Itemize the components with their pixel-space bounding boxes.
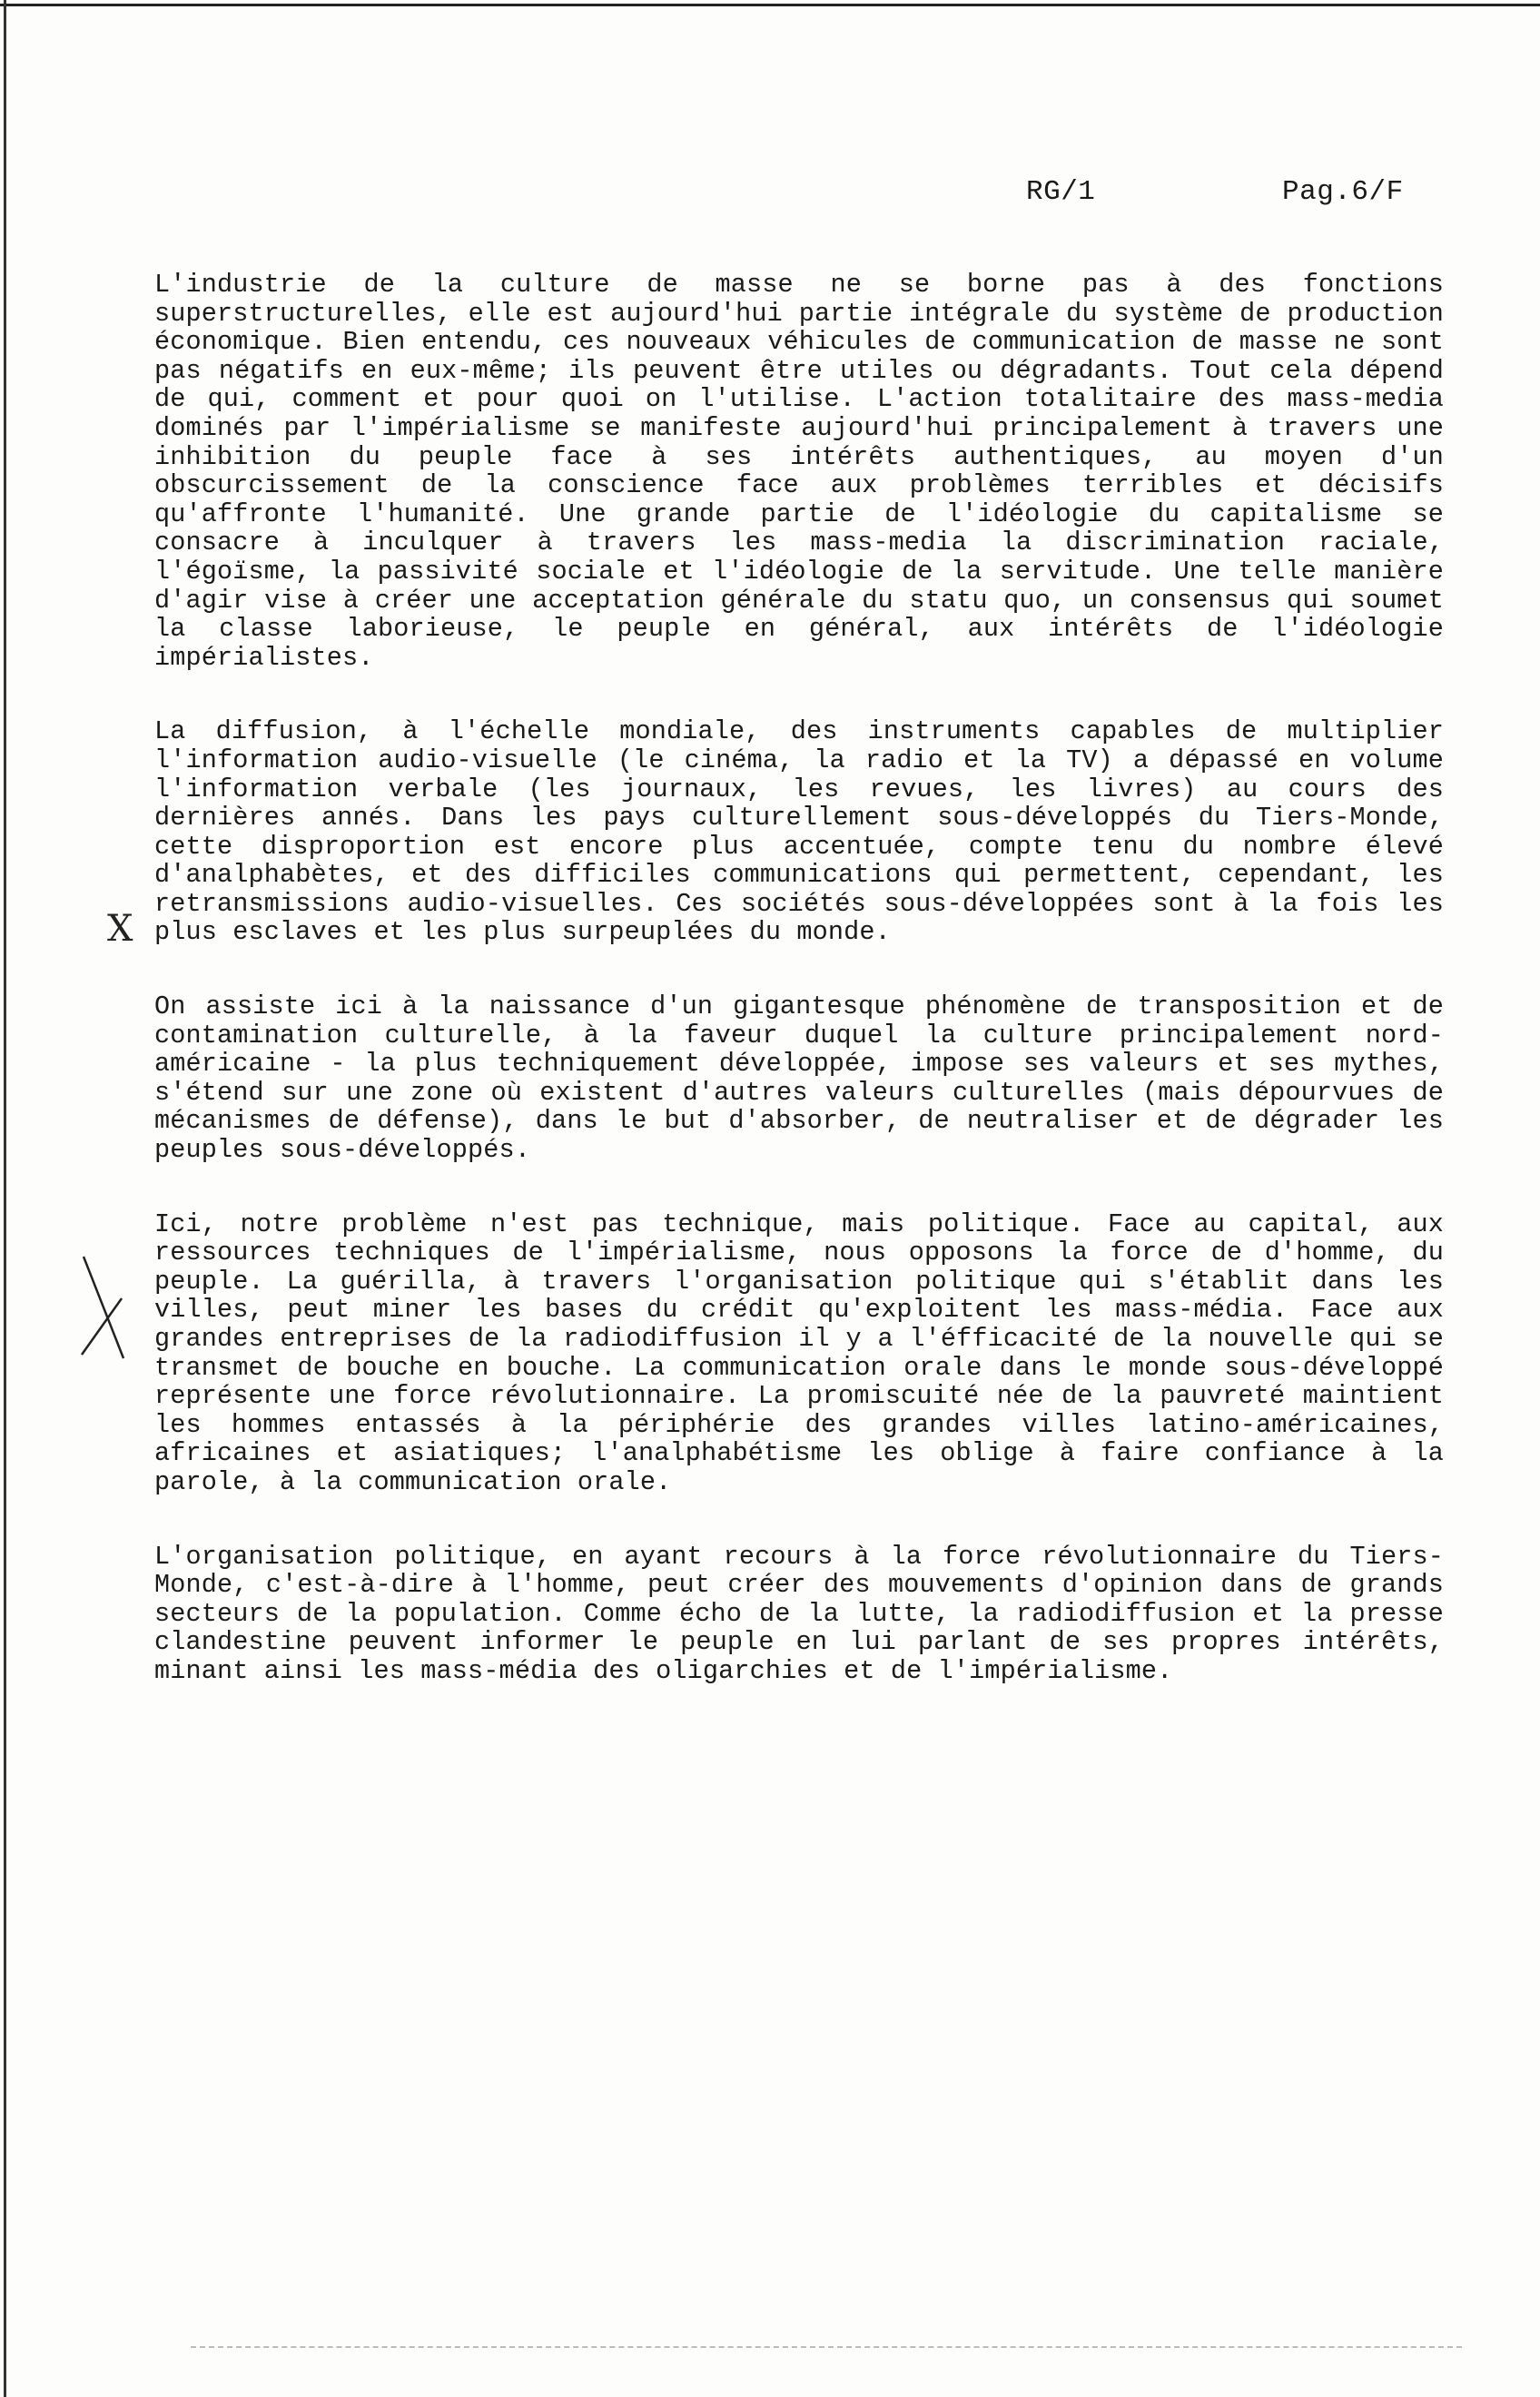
page-number: Pag.6/F (1282, 176, 1404, 208)
margin-cross-mark: X (107, 908, 133, 950)
margin-cross-mark-large (76, 1253, 131, 1362)
paragraph-1: L'industrie de la culture de masse ne se borne pas à des fonctions superstructurelles, elle est aujourd'hui partie intégrale du système de production économique. Bien entendu, ces nouveaux véhicules de communication de masse ne sont pas négatifs en eux-même; ils peuvent être utiles ou dégradants. Tout cela dépend de qui, comment et pour quoi on l'utilise. L'action totalitaire des mass-media dominés par l'impérialisme se manifeste aujourd'hui principalement à travers une inhibition du peuple face à ses intérêts authentiques, au moyen d'un obscurcissement de la conscience face aux problèmes terribles et décisifs qu'affronte l'humanité. Une grande partie de l'idéologie du capitalisme se consacre à inculquer à travers les mass-media la discrimination raciale, l'égoïsme, la passivité sociale et l'idéologie de la servitude. Une telle manière d'agir vise à créer une acceptation générale du statu quo, un consensus qui soumet la classe laborieuse, le peuple en général, aux intérêts de l'idéologie impérialistes. (154, 270, 1444, 673)
body-text (154, 271, 1444, 1731)
paragraph-2: La diffusion, à l'échelle mondiale, des instruments capables de multiplier l'information audio-visuelle (le cinéma, la radio et la TV) a dépassé en volume l'information verbale (les journaux, les revues, les livres) au cours des dernières annés. Dans les pays culturellement sous-développés du Tiers-Monde, cette disproportion est encore plus accentuée, compte tenu du nombre élevé d'analphabètes, et des difficiles communications qui permettent, cependant, les retransmissions audio-visuelles. Ces sociétés sous-développées sont à la fois les plus esclaves et les plus surpeuplées du monde. (154, 716, 1444, 948)
scan-edge-left (4, 0, 6, 2397)
scan-edge-top (0, 4, 1540, 6)
paragraph-5: L'organisation politique, en ayant recours à la force révolutionnaire du Tiers-Monde, c'est-à-dire à l'homme, peut créer des mouvements d'opinion dans de grands secteurs de la population. Comme écho de la lutte, la radiodiffusion et la presse clandestine peuvent informer le peuple en lui parlant de ses propres intérêts, minant ainsi les mass-média des oligarchies et de l'impérialisme. (154, 1541, 1444, 1686)
paragraph-4: Ici, notre problème n'est pas technique, mais politique. Face au capital, aux ressources techniques de l'impérialisme, nous opposons la force de d'homme, du peuple. La guérilla, à travers l'organisation politique qui s'établit dans les villes, peut miner les bases du crédit qu'exploitent les mass-média. Face aux grandes entreprises de la radiodiffusion il y a l'éfficacité de la nouvelle qui se transmet de bouche en bouche. La communication orale dans le monde sous-développé représente une force révolutionnaire. La promiscuité née de la pauvreté maintient les hommes entassés à la périphérie des grandes villes latino-américaines, africaines et asiatiques; l'analphabétisme les oblige à faire confiance à la parole, à la communication orale. (154, 1208, 1444, 1497)
document-reference: RG/1 (1026, 176, 1096, 208)
scan-edge-bottom (191, 2346, 1462, 2348)
paragraph-3: On assiste ici à la naissance d'un gigantesque phénomène de transposition et de contamination culturelle, à la faveur duquel la culture principalement nord-américaine - la plus techniquement développée, impose ses valeurs et ses mythes, s'étend sur une zone où existent d'autres valeurs culturelles (mais dépourvues de mécanismes de défense), dans le but d'absorber, de neutraliser et de dégrader les peuples sous-développés. (154, 991, 1444, 1166)
